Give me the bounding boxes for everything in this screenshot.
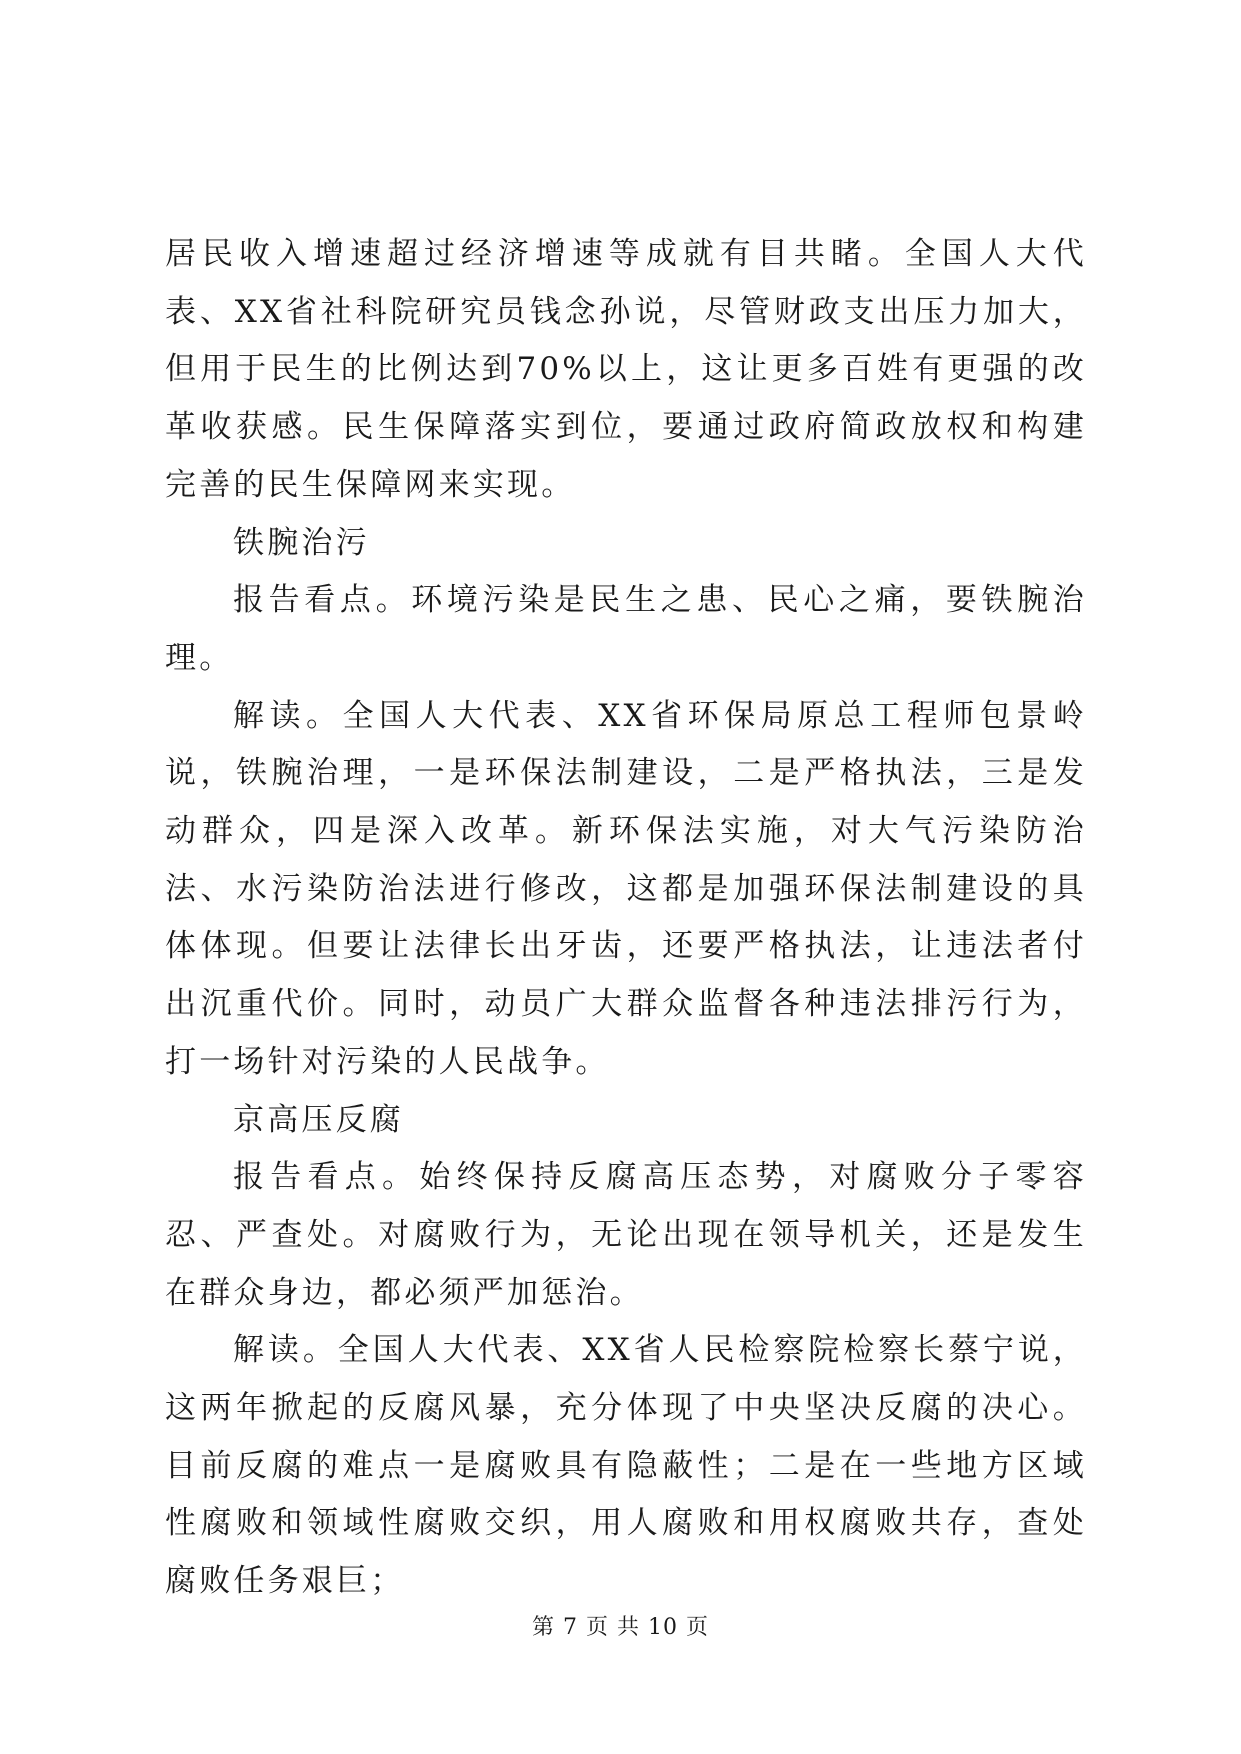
paragraph-p2: 报告看点。环境污染是民生之患、民心之痛，要铁腕治理。 [165, 582, 1087, 676]
document-body [165, 226, 1087, 1611]
paragraph-p3: 解读。全国人大代表、XX省环保局原总工程师包景岭说，铁腕治理，一是环保法制建设，二是严格执法，三是发动群众，四是深入改革。新环保法实施，对大气污染防治法、水污染防治法进行修改，这都是加强环保法制建设的具体体现。但要让法律长出牙齿，还要严格执法，让违法者付出沉重代价。同时，动员广大群众监督各种违法排污行为，打一场针对污染的人民战争。 [165, 697, 1087, 1080]
paragraph-p1: 居民收入增速超过经济增速等成就有目共睹。全国人大代表、XX省社科院研究员钱念孙说，尽管财政支出压力加大，但用于民生的比例达到70%以上，这让更多百姓有更强的改革收获感。民生保障落实到位，要通过政府简政放权和构建完善的民生保障网来实现。 [165, 236, 1087, 503]
paragraph-p4: 报告看点。始终保持反腐高压态势，对腐败分子零容忍、严查处。对腐败行为，无论出现在领导机关，还是发生在群众身边，都必须严加惩治。 [165, 1159, 1087, 1311]
section-heading-gaoya-fanfu: 京高压反腐 [233, 1101, 404, 1138]
paragraph-p5: 解读。全国人大代表、XX省人民检察院检察长蔡宁说，这两年掀起的反腐风暴，充分体现了中央坚决反腐的决心。目前反腐的难点一是腐败具有隐蔽性；二是在一些地方区域性腐败和领域性腐败交织，用人腐败和用权腐败共存，查处腐败任务艰巨； [165, 1332, 1087, 1600]
section-heading-tiewan-zhiwu: 铁腕治污 [233, 524, 370, 561]
page-number-footer: 第 7 页 共 10 页 [532, 1615, 709, 1640]
